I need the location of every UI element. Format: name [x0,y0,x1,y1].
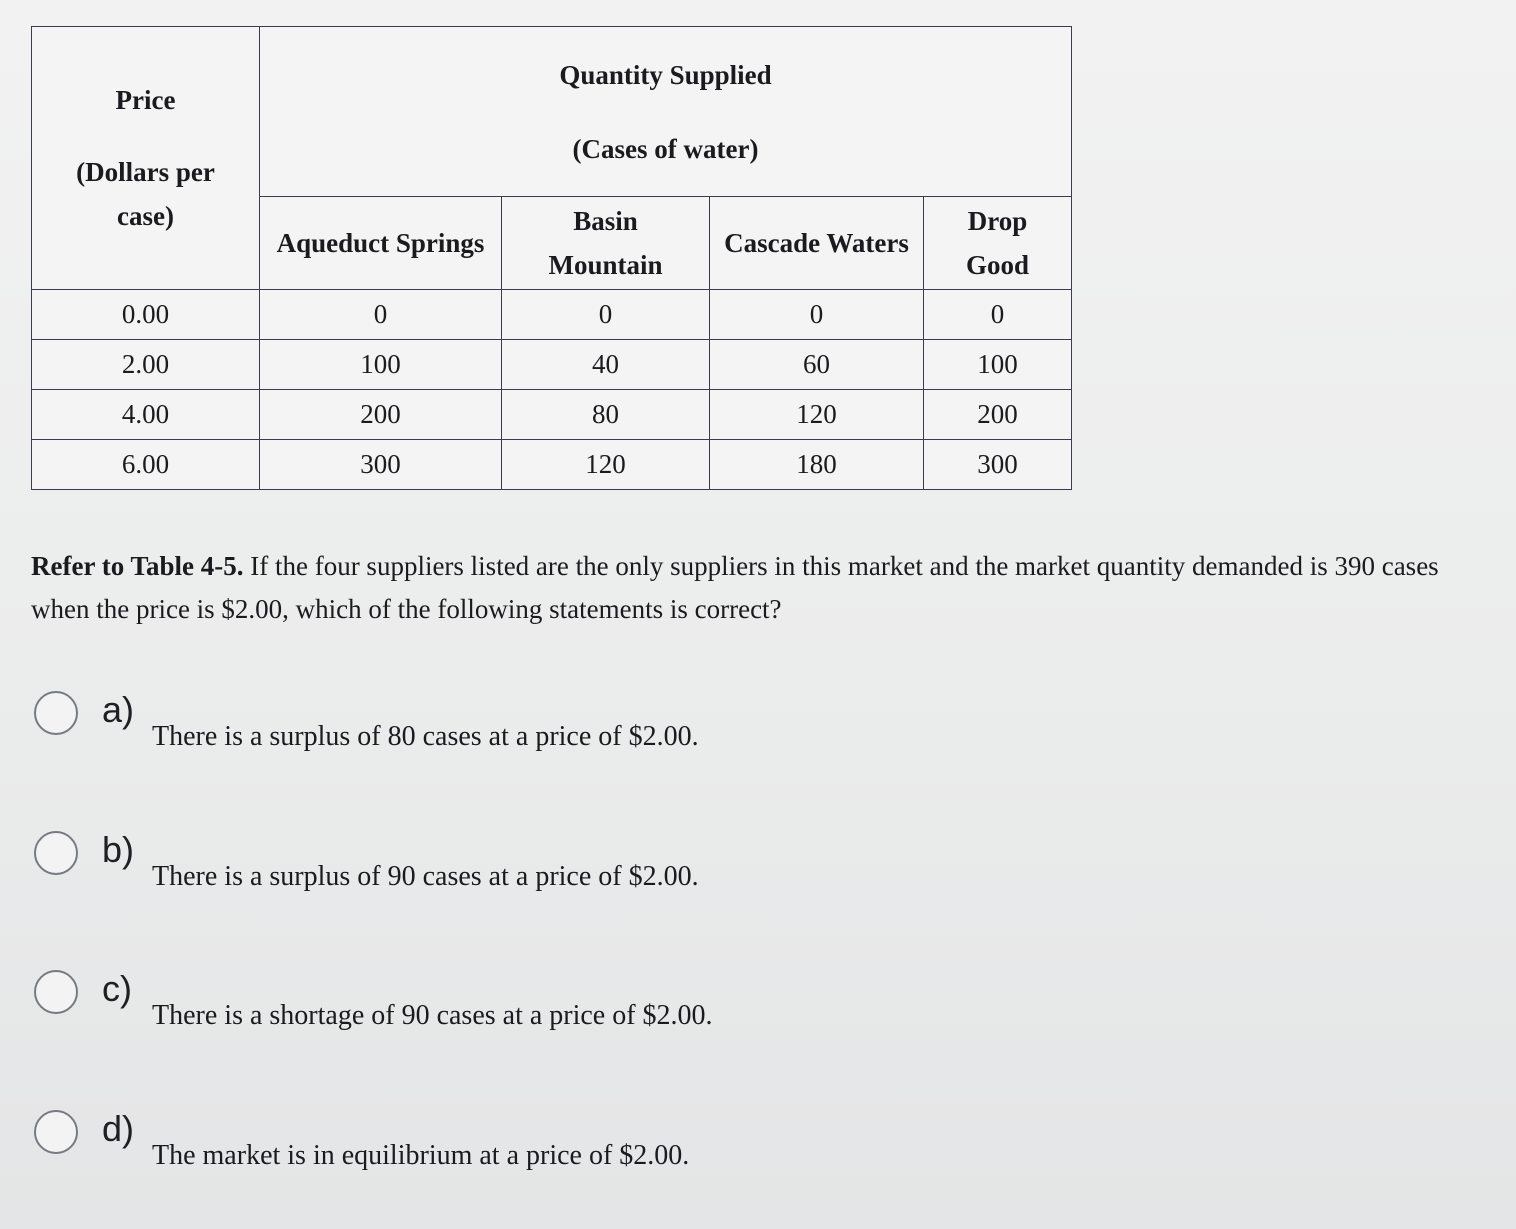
quantity-cell: 120 [502,440,710,490]
supplier-header-aqueduct-springs [260,197,502,290]
supplier-name-drop: Drop [967,206,1028,236]
radio-button-c[interactable] [34,970,78,1014]
quantity-cell: 60 [710,340,924,390]
radio-button-b[interactable] [34,831,78,875]
supplier-name-good: Good [966,250,1030,280]
price-cell: 2.00 [32,340,260,390]
quantity-cell: 100 [924,340,1072,390]
price-cell: 6.00 [32,440,260,490]
quantity-cell: 300 [260,440,502,490]
price-cell: 0.00 [32,290,260,340]
quantity-cell: 40 [502,340,710,390]
table-row [32,290,1072,340]
supplier-name-mountain: Mountain [548,250,663,280]
quantity-supplied-unit: (Cases of water) [572,133,759,164]
table-row [32,440,1072,490]
option-letter-d: d) [102,1108,135,1149]
question-text [31,545,1501,631]
radio-button-a[interactable] [34,691,78,735]
quantity-cell: 0 [260,290,502,340]
quantity-cell: 200 [924,390,1072,440]
supplier-name-aqueduct-springs: Aqueduct Springs [276,228,485,258]
supplier-header-drop-good [924,197,1072,290]
quantity-cell: 200 [260,390,502,440]
quantity-cell: 0 [710,290,924,340]
option-letter-b: b) [102,829,135,870]
quantity-cell: 100 [260,340,502,390]
table-row [32,340,1072,390]
table-row [32,390,1072,440]
quantity-supplied-header [260,27,1072,197]
quantity-cell: 180 [710,440,924,490]
option-text-d: The market is in equilibrium at a price of $2.00. [152,1140,690,1171]
quantity-cell: 0 [502,290,710,340]
quantity-cell: 120 [710,390,924,440]
quantity-cell: 80 [502,390,710,440]
option-text-a: There is a surplus of 80 cases at a price of $2.00. [152,721,699,752]
option-text-c: There is a shortage of 90 cases at a price of $2.00. [152,1000,713,1031]
question-table-reference: Refer to Table 4-5. [31,551,244,581]
supplier-header-basin-mountain [502,197,710,290]
radio-button-d[interactable] [34,1110,78,1154]
price-header [32,27,260,290]
quantity-cell: 300 [924,440,1072,490]
quantity-supplied-title: Quantity Supplied [559,59,772,90]
option-letter-a: a) [102,689,135,730]
question-body: If the four suppliers listed are the only suppliers in this market and the market quantity demanded is 390 cases when the price is $2.00, which of the following statements is correct? [31,551,1439,624]
supply-table [31,26,1072,490]
supplier-name-basin: Basin [573,206,638,236]
price-cell: 4.00 [32,390,260,440]
price-header-unit-line2: case) [117,201,174,231]
supplier-name-cascade-waters: Cascade Waters [724,228,909,258]
option-text-b: There is a surplus of 90 cases at a price of $2.00. [152,861,699,892]
price-header-unit-line1: (Dollars per [76,157,215,187]
quantity-cell: 0 [924,290,1072,340]
price-header-title: Price [115,85,176,115]
supplier-header-cascade-waters [710,197,924,290]
option-letter-c: c) [102,968,132,1009]
